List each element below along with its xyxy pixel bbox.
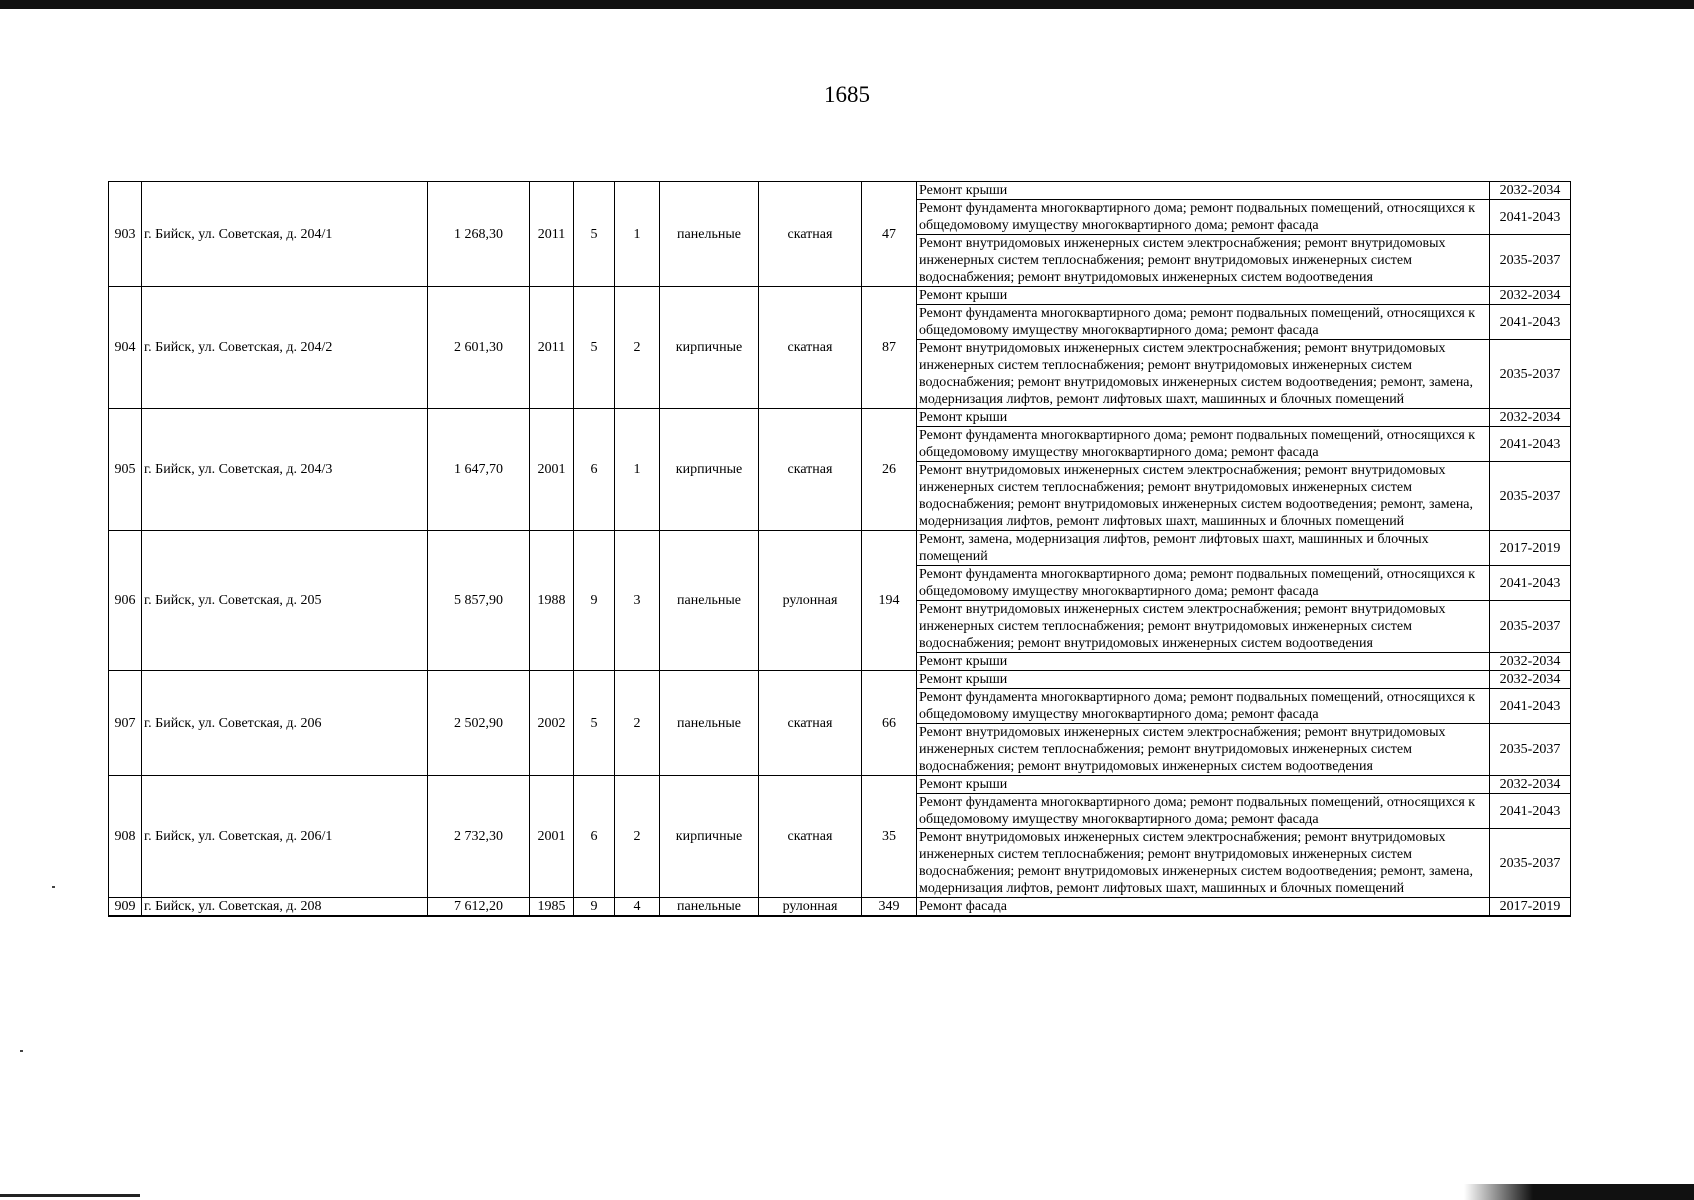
house-area: 1 268,30 bbox=[428, 182, 530, 287]
page-number: 1685 bbox=[824, 82, 870, 107]
house-residents: 35 bbox=[862, 776, 917, 898]
house-floors: 5 bbox=[574, 671, 615, 776]
work-description: Ремонт внутридомовых инженерных систем электроснабжения; ремонт внутридомовых инженерных систем теплоснабжения; ремонт внутридомовых инженерных систем водоснабжения; ремонт внутридомовых инженерных систем водоотведения; ремонт, замена, модернизация лифтов, ремонт лифтовых шахт, машинных и блочных помещений bbox=[917, 462, 1490, 531]
table-row bbox=[109, 287, 1571, 305]
house-roof: скатная bbox=[759, 409, 862, 531]
house-roof: рулонная bbox=[759, 898, 862, 917]
house-residents: 47 bbox=[862, 182, 917, 287]
work-period: 2041-2043 bbox=[1490, 200, 1571, 235]
work-period: 2041-2043 bbox=[1490, 305, 1571, 340]
work-description: Ремонт крыши bbox=[917, 409, 1490, 427]
house-floors: 6 bbox=[574, 776, 615, 898]
house-number: 903 bbox=[109, 182, 142, 287]
house-number: 909 bbox=[109, 898, 142, 917]
table-row bbox=[109, 409, 1571, 427]
scan-bottom-line bbox=[0, 1194, 140, 1197]
house-floors: 5 bbox=[574, 182, 615, 287]
work-description: Ремонт фасада bbox=[917, 898, 1490, 917]
work-period: 2017-2019 bbox=[1490, 531, 1571, 566]
house-address: г. Бийск, ул. Советская, д. 204/3 bbox=[142, 409, 428, 531]
house-year: 2011 bbox=[530, 287, 574, 409]
work-description: Ремонт фундамента многоквартирного дома; ремонт подвальных помещений, относящихся к общедомовому имуществу многоквартирного дома; ремонт фасада bbox=[917, 794, 1490, 829]
work-description: Ремонт фундамента многоквартирного дома; ремонт подвальных помещений, относящихся к общедомовому имуществу многоквартирного дома; ремонт фасада bbox=[917, 200, 1490, 235]
house-residents: 66 bbox=[862, 671, 917, 776]
house-walls: кирпичные bbox=[660, 409, 759, 531]
work-description: Ремонт фундамента многоквартирного дома; ремонт подвальных помещений, относящихся к общедомовому имуществу многоквартирного дома; ремонт фасада bbox=[917, 689, 1490, 724]
work-period: 2032-2034 bbox=[1490, 409, 1571, 427]
house-number: 905 bbox=[109, 409, 142, 531]
table-row bbox=[109, 531, 1571, 566]
work-description: Ремонт, замена, модернизация лифтов, ремонт лифтовых шахт, машинных и блочных помещений bbox=[917, 531, 1490, 566]
work-description: Ремонт внутридомовых инженерных систем электроснабжения; ремонт внутридомовых инженерных систем теплоснабжения; ремонт внутридомовых инженерных систем водоснабжения; ремонт внутридомовых инженерных систем водоотведения bbox=[917, 724, 1490, 776]
work-description: Ремонт внутридомовых инженерных систем электроснабжения; ремонт внутридомовых инженерных систем теплоснабжения; ремонт внутридомовых инженерных систем водоснабжения; ремонт внутридомовых инженерных систем водоотведения bbox=[917, 235, 1490, 287]
house-residents: 87 bbox=[862, 287, 917, 409]
house-entrances: 3 bbox=[615, 531, 660, 671]
scan-bottom-shadow bbox=[1464, 1184, 1694, 1200]
house-roof: скатная bbox=[759, 776, 862, 898]
work-period: 2032-2034 bbox=[1490, 671, 1571, 689]
house-walls: панельные bbox=[660, 671, 759, 776]
work-period: 2032-2034 bbox=[1490, 182, 1571, 200]
work-period: 2035-2037 bbox=[1490, 601, 1571, 653]
work-description: Ремонт внутридомовых инженерных систем электроснабжения; ремонт внутридомовых инженерных систем теплоснабжения; ремонт внутридомовых инженерных систем водоснабжения; ремонт внутридомовых инженерных систем водоотведения; ремонт, замена, модернизация лифтов, ремонт лифтовых шахт, машинных и блочных помещений bbox=[917, 340, 1490, 409]
house-roof: скатная bbox=[759, 671, 862, 776]
house-entrances: 1 bbox=[615, 409, 660, 531]
house-walls: панельные bbox=[660, 531, 759, 671]
work-period: 2035-2037 bbox=[1490, 724, 1571, 776]
house-floors: 5 bbox=[574, 287, 615, 409]
house-roof: рулонная bbox=[759, 531, 862, 671]
house-walls: панельные bbox=[660, 898, 759, 917]
house-year: 2011 bbox=[530, 182, 574, 287]
house-year: 2002 bbox=[530, 671, 574, 776]
table-row bbox=[109, 898, 1571, 917]
scan-speck bbox=[52, 886, 55, 888]
house-entrances: 4 bbox=[615, 898, 660, 917]
work-description: Ремонт крыши bbox=[917, 671, 1490, 689]
work-description: Ремонт внутридомовых инженерных систем электроснабжения; ремонт внутридомовых инженерных систем теплоснабжения; ремонт внутридомовых инженерных систем водоснабжения; ремонт внутридомовых инженерных систем водоотведения bbox=[917, 601, 1490, 653]
house-area: 5 857,90 bbox=[428, 531, 530, 671]
work-description: Ремонт фундамента многоквартирного дома; ремонт подвальных помещений, относящихся к общедомовому имуществу многоквартирного дома; ремонт фасада bbox=[917, 427, 1490, 462]
work-period: 2041-2043 bbox=[1490, 794, 1571, 829]
house-entrances: 2 bbox=[615, 671, 660, 776]
house-entrances: 2 bbox=[615, 776, 660, 898]
house-address: г. Бийск, ул. Советская, д. 206 bbox=[142, 671, 428, 776]
house-walls: панельные bbox=[660, 182, 759, 287]
work-period: 2041-2043 bbox=[1490, 566, 1571, 601]
work-description: Ремонт фундамента многоквартирного дома; ремонт подвальных помещений, относящихся к общедомовому имуществу многоквартирного дома; ремонт фасада bbox=[917, 305, 1490, 340]
house-address: г. Бийск, ул. Советская, д. 205 bbox=[142, 531, 428, 671]
house-roof: скатная bbox=[759, 182, 862, 287]
table-body bbox=[109, 182, 1571, 917]
work-description: Ремонт крыши bbox=[917, 776, 1490, 794]
house-number: 904 bbox=[109, 287, 142, 409]
house-year: 2001 bbox=[530, 409, 574, 531]
work-period: 2035-2037 bbox=[1490, 340, 1571, 409]
house-walls: кирпичные bbox=[660, 287, 759, 409]
house-floors: 9 bbox=[574, 898, 615, 917]
scan-top-border bbox=[0, 0, 1694, 9]
work-description: Ремонт фундамента многоквартирного дома; ремонт подвальных помещений, относящихся к общедомовому имуществу многоквартирного дома; ремонт фасада bbox=[917, 566, 1490, 601]
housing-register-table bbox=[108, 181, 1571, 917]
house-residents: 349 bbox=[862, 898, 917, 917]
house-number: 907 bbox=[109, 671, 142, 776]
scan-speck bbox=[20, 1050, 23, 1052]
house-floors: 6 bbox=[574, 409, 615, 531]
house-residents: 194 bbox=[862, 531, 917, 671]
house-number: 908 bbox=[109, 776, 142, 898]
work-period: 2035-2037 bbox=[1490, 462, 1571, 531]
house-address: г. Бийск, ул. Советская, д. 206/1 bbox=[142, 776, 428, 898]
house-residents: 26 bbox=[862, 409, 917, 531]
work-period: 2017-2019 bbox=[1490, 898, 1571, 917]
house-year: 1988 bbox=[530, 531, 574, 671]
work-description: Ремонт крыши bbox=[917, 287, 1490, 305]
work-period: 2032-2034 bbox=[1490, 287, 1571, 305]
house-area: 2 601,30 bbox=[428, 287, 530, 409]
work-description: Ремонт внутридомовых инженерных систем электроснабжения; ремонт внутридомовых инженерных систем теплоснабжения; ремонт внутридомовых инженерных систем водоснабжения; ремонт внутридомовых инженерных систем водоотведения; ремонт, замена, модернизация лифтов, ремонт лифтовых шахт, машинных и блочных помещений bbox=[917, 829, 1490, 898]
work-period: 2032-2034 bbox=[1490, 776, 1571, 794]
work-period: 2041-2043 bbox=[1490, 427, 1571, 462]
house-address: г. Бийск, ул. Советская, д. 204/1 bbox=[142, 182, 428, 287]
house-year: 1985 bbox=[530, 898, 574, 917]
house-year: 2001 bbox=[530, 776, 574, 898]
house-entrances: 1 bbox=[615, 182, 660, 287]
house-roof: скатная bbox=[759, 287, 862, 409]
table-row bbox=[109, 776, 1571, 794]
table-row bbox=[109, 182, 1571, 200]
house-area: 7 612,20 bbox=[428, 898, 530, 917]
house-area: 1 647,70 bbox=[428, 409, 530, 531]
table-row bbox=[109, 671, 1571, 689]
work-period: 2035-2037 bbox=[1490, 829, 1571, 898]
work-period: 2032-2034 bbox=[1490, 653, 1571, 671]
house-floors: 9 bbox=[574, 531, 615, 671]
house-address: г. Бийск, ул. Советская, д. 208 bbox=[142, 898, 428, 917]
work-description: Ремонт крыши bbox=[917, 653, 1490, 671]
house-area: 2 502,90 bbox=[428, 671, 530, 776]
work-period: 2041-2043 bbox=[1490, 689, 1571, 724]
work-period: 2035-2037 bbox=[1490, 235, 1571, 287]
house-number: 906 bbox=[109, 531, 142, 671]
house-address: г. Бийск, ул. Советская, д. 204/2 bbox=[142, 287, 428, 409]
house-area: 2 732,30 bbox=[428, 776, 530, 898]
work-description: Ремонт крыши bbox=[917, 182, 1490, 200]
house-walls: кирпичные bbox=[660, 776, 759, 898]
house-entrances: 2 bbox=[615, 287, 660, 409]
